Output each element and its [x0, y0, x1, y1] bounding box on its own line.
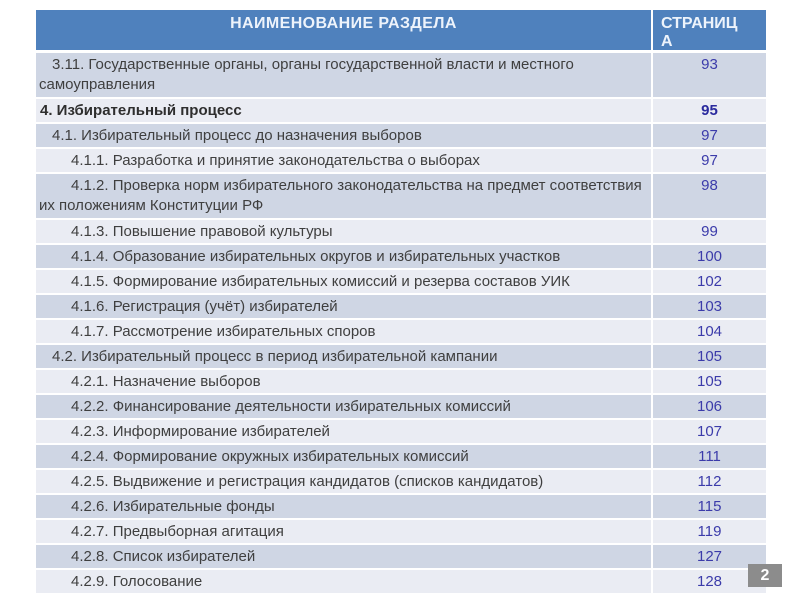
toc-table	[36, 10, 766, 595]
table-row	[36, 545, 766, 570]
slide-number-badge: 2	[748, 564, 782, 587]
column-header-page-label: СТРАНИЦА	[661, 15, 738, 50]
column-header-section: НАИМЕНОВАНИЕ РАЗДЕЛА	[230, 15, 457, 32]
table-row	[36, 520, 766, 545]
page-link[interactable]: 104	[651, 320, 766, 343]
table-row	[36, 53, 766, 99]
page-link[interactable]: 119	[651, 520, 766, 543]
section-title: 4.2.2. Финансирование деятельности избирательных комиссий	[71, 398, 511, 415]
table-header-row	[36, 10, 766, 53]
table-row	[36, 345, 766, 370]
table-row	[36, 370, 766, 395]
section-title: 4.1.5. Формирование избирательных комиссий и резерва составов УИК	[71, 273, 570, 290]
section-title: 4.1.1. Разработка и принятие законодательства о выборах	[71, 152, 480, 169]
table-row	[36, 470, 766, 495]
page-link[interactable]: 95	[651, 99, 766, 122]
table-row	[36, 420, 766, 445]
section-title: 4.1.7. Рассмотрение избирательных споров	[71, 323, 376, 340]
section-title: 4.2.1. Назначение выборов	[71, 373, 261, 390]
page-link[interactable]: 97	[651, 124, 766, 147]
section-title: 4.1.4. Образование избирательных округов и избирательных участков	[71, 248, 561, 265]
table-row	[36, 270, 766, 295]
table-row	[36, 570, 766, 595]
table-row	[36, 174, 766, 220]
page-link[interactable]: 93	[651, 53, 766, 97]
table-row	[36, 245, 766, 270]
table-row	[36, 220, 766, 245]
page-link[interactable]: 128	[651, 570, 766, 593]
section-title: 4.2.6. Избирательные фонды	[71, 498, 275, 515]
section-title: 4.2.4. Формирование окружных избирательных комиссий	[71, 448, 469, 465]
page-link[interactable]: 105	[651, 370, 766, 393]
section-title: 4.1.3. Повышение правовой культуры	[71, 223, 333, 240]
section-title: 4.1. Избирательный процесс до назначения выборов	[52, 127, 422, 144]
table-row	[36, 495, 766, 520]
section-title: 4.2.7. Предвыборная агитация	[71, 523, 284, 540]
table-row	[36, 320, 766, 345]
table-row	[36, 445, 766, 470]
page-link[interactable]: 106	[651, 395, 766, 418]
page-link[interactable]: 115	[651, 495, 766, 518]
table-row	[36, 149, 766, 174]
page-link[interactable]: 103	[651, 295, 766, 318]
section-title: 4.2.8. Список избирателей	[71, 548, 256, 565]
page-link[interactable]: 97	[651, 149, 766, 172]
section-title: 4.2. Избирательный процесс в период избирательной кампании	[52, 348, 498, 365]
page-link[interactable]: 107	[651, 420, 766, 443]
page-link[interactable]: 99	[651, 220, 766, 243]
section-title: 4. Избирательный процесс	[40, 102, 242, 119]
section-title: 3.11. Государственные органы, органы государственной власти и местного самоуправления	[39, 56, 574, 93]
section-title: 4.2.5. Выдвижение и регистрация кандидатов (списков кандидатов)	[71, 473, 544, 490]
column-header-page	[651, 10, 766, 50]
page-link[interactable]: 102	[651, 270, 766, 293]
section-title: 4.1.6. Регистрация (учёт) избирателей	[71, 298, 338, 315]
page-link[interactable]: 127	[651, 545, 766, 568]
table-row	[36, 99, 766, 124]
table-row	[36, 295, 766, 320]
table-row	[36, 124, 766, 149]
section-title: 4.2.9. Голосование	[71, 573, 203, 590]
table-row	[36, 395, 766, 420]
page-link[interactable]: 98	[651, 174, 766, 218]
page-link[interactable]: 112	[651, 470, 766, 493]
page-link[interactable]: 105	[651, 345, 766, 368]
section-title: 4.1.2. Проверка норм избирательного законодательства на предмет соответствия их положениям Конституции РФ	[39, 177, 642, 214]
page-link[interactable]: 111	[651, 445, 766, 468]
section-title: 4.2.3. Информирование избирателей	[71, 423, 330, 440]
page-link[interactable]: 100	[651, 245, 766, 268]
